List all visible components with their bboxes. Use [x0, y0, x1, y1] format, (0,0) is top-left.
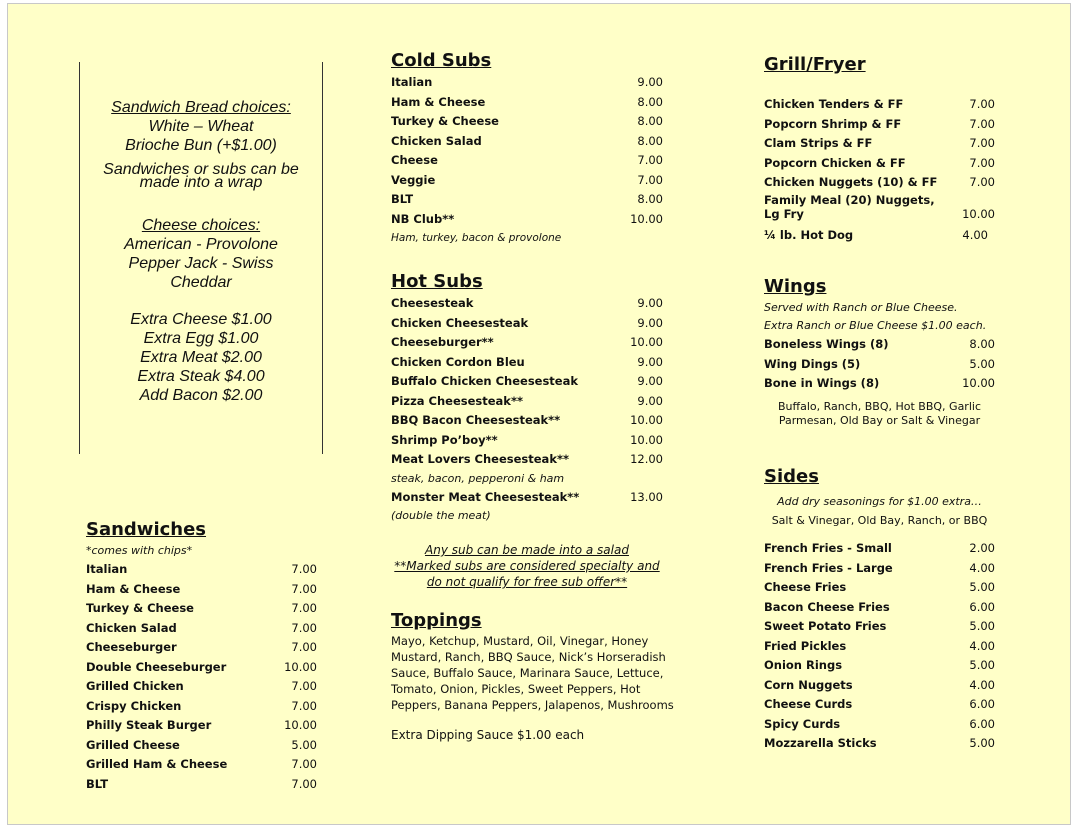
item-price: 4.00	[969, 677, 995, 692]
toppings-section	[391, 609, 701, 743]
item-name: Buffalo Chicken Cheesesteak	[391, 374, 579, 388]
item-price: 10.00	[962, 376, 995, 390]
item-name: Turkey & Cheese	[391, 114, 499, 128]
club-note: Ham, turkey, bacon & provolone	[391, 232, 562, 244]
item-price: 5.00	[969, 580, 995, 594]
item-price: 7.00	[969, 97, 995, 111]
item-price: 6.00	[969, 599, 995, 614]
item-price: 7.00	[291, 679, 317, 693]
wing-flavors-2: Parmesan, Old Bay or Salt & Vinegar	[778, 413, 981, 427]
menu-item	[764, 355, 995, 375]
menu-item	[764, 734, 995, 754]
menu-item	[764, 656, 995, 676]
item-name: Chicken Nuggets (10) & FF	[764, 175, 938, 189]
menu-item	[391, 294, 663, 314]
monster-note: (double the meat)	[391, 509, 491, 522]
menu-item	[764, 539, 995, 559]
item-price: 13.00	[630, 489, 663, 504]
menu-item	[391, 93, 663, 113]
item-name: Onion Rings	[764, 658, 843, 672]
item-price: 10.00	[630, 335, 663, 349]
wings-title: Wings	[764, 276, 827, 297]
wings-note-2: Extra Ranch or Blue Cheese $1.00 each.	[764, 319, 987, 332]
menu-item	[764, 134, 995, 154]
toppings-title: Toppings	[391, 610, 482, 631]
menu-item-family-meal	[764, 193, 995, 226]
item-price: 5.00	[969, 356, 995, 371]
menu-item	[391, 151, 663, 171]
item-price: 10.00	[630, 432, 663, 447]
menu-item	[86, 560, 317, 580]
item-price: 7.00	[291, 562, 317, 576]
cheese-title: Cheese choices:	[141, 217, 261, 234]
item-price: 10.00	[284, 659, 317, 674]
hot-subs-title: Hot Subs	[391, 271, 483, 292]
menu-item	[391, 190, 663, 210]
menu-item	[86, 736, 317, 756]
item-name: Cheese	[391, 153, 438, 167]
cold-subs-list	[391, 73, 663, 229]
hot-subs-list	[391, 294, 663, 470]
item-name: Corn Nuggets	[764, 677, 853, 692]
item-name: Cheeseburger	[86, 640, 177, 654]
choices-box	[79, 62, 323, 454]
item-name-2: Lg Fry	[764, 206, 804, 221]
item-price: 9.00	[637, 374, 663, 388]
menu-item	[391, 314, 663, 334]
menu-item	[86, 658, 317, 678]
menu-item	[391, 411, 663, 431]
item-name: Family Meal (20) Nuggets,	[764, 192, 935, 207]
cheese-options-3: Cheddar	[170, 274, 232, 291]
sandwiches-title: Sandwiches	[86, 519, 207, 540]
menu-item	[86, 677, 317, 697]
wrap-note: Sandwiches or subs can be	[103, 161, 299, 178]
bread-options-brioche: Brioche Bun (+$1.00)	[125, 137, 277, 154]
extra-item: Extra Egg $1.00	[143, 330, 259, 347]
extra-item: Extra Meat $2.00	[140, 349, 262, 366]
cheese-options-1: American - Provolone	[124, 236, 278, 253]
meat-lovers-note: steak, bacon, pepperoni & ham	[391, 471, 565, 485]
dipping-sauce-note: Extra Dipping Sauce $1.00 each	[391, 728, 585, 742]
item-price: 9.00	[637, 393, 663, 408]
menu-item	[764, 637, 995, 657]
item-price: 6.00	[969, 716, 995, 731]
toppings-line: Sauce, Buffalo Sauce, Marinara Sauce, Lettuce,	[391, 666, 664, 680]
item-price: 7.00	[291, 620, 317, 635]
item-name: Monster Meat Cheesesteak**	[391, 489, 580, 504]
extra-item: Extra Steak $4.00	[137, 368, 265, 385]
item-price: 10.00	[630, 413, 663, 427]
item-name: Grilled Cheese	[86, 737, 180, 752]
item-price: 7.00	[969, 175, 995, 189]
menu-item	[391, 353, 663, 373]
item-price: 4.00	[969, 638, 995, 653]
item-price: 4.00	[962, 227, 988, 242]
item-name: Mozzarella Sticks	[764, 736, 877, 750]
sandwiches-section	[86, 518, 317, 794]
item-name: Wing Dings (5)	[764, 356, 861, 371]
item-name: Shrimp Po’boy**	[391, 432, 498, 447]
item-name: Ham & Cheese	[391, 94, 486, 109]
item-price: 7.00	[969, 136, 995, 150]
item-name: Veggie	[391, 172, 436, 187]
item-price: 9.00	[637, 296, 663, 310]
menu-item	[86, 580, 317, 600]
item-name: Chicken Tenders & FF	[764, 97, 904, 111]
item-name: Popcorn Shrimp & FF	[764, 116, 902, 131]
cold-subs-title: Cold Subs	[391, 50, 492, 71]
toppings-line: Mustard, Ranch, BBQ Sauce, Nick’s Horseradish	[391, 650, 666, 664]
menu-item	[391, 431, 663, 451]
menu-item	[764, 715, 995, 735]
toppings-line: Mayo, Ketchup, Mustard, Oil, Vinegar, Honey	[391, 634, 649, 648]
item-name: ¼ lb. Hot Dog	[764, 227, 854, 242]
item-price: 7.00	[291, 640, 317, 654]
menu-item	[86, 716, 317, 736]
menu-item-hotdog	[764, 226, 988, 246]
item-name: Cheese Fries	[764, 580, 847, 594]
item-name: Grilled Ham & Cheese	[86, 757, 228, 771]
item-name: Clam Strips & FF	[764, 136, 873, 150]
item-name: Turkey & Cheese	[86, 601, 194, 615]
item-price: 4.00	[969, 560, 995, 575]
menu-item-monster	[391, 488, 663, 508]
item-price: 6.00	[969, 697, 995, 711]
item-name: Boneless Wings (8)	[764, 337, 889, 351]
item-price: 10.00	[284, 718, 317, 732]
item-name: Pizza Cheesesteak**	[391, 393, 523, 408]
toppings-line: Tomato, Onion, Pickles, Sweet Peppers, Hot	[391, 682, 641, 696]
item-price: 7.00	[969, 116, 995, 131]
menu-item	[86, 619, 317, 639]
menu-item	[86, 599, 317, 619]
menu-item	[391, 333, 663, 353]
wings-list	[764, 335, 995, 394]
menu-item	[86, 755, 317, 775]
item-name: Cheesesteak	[391, 296, 474, 310]
sandwiches-list	[86, 560, 317, 794]
extra-item: Add Bacon $2.00	[139, 387, 263, 404]
specialty-note: **Marked subs are considered specialty and	[394, 559, 660, 573]
menu-item	[764, 154, 995, 174]
menu-item	[764, 578, 995, 598]
menu-item	[764, 335, 995, 355]
item-price: 12.00	[630, 452, 663, 466]
seasoning-list: Salt & Vinegar, Old Bay, Ranch, or BBQ	[771, 514, 988, 527]
item-price: 7.00	[291, 601, 317, 615]
sides-section	[764, 465, 995, 754]
menu-item	[391, 450, 663, 470]
item-name: French Fries - Small	[764, 541, 892, 555]
item-name: Bacon Cheese Fries	[764, 599, 890, 614]
item-price: 5.00	[969, 619, 995, 633]
specialty-note-2: do not qualify for free sub offer**	[426, 575, 628, 589]
menu-item	[764, 617, 995, 637]
wings-note: Served with Ranch or Blue Cheese.	[764, 301, 958, 314]
item-price: 2.00	[969, 541, 995, 555]
wing-flavors: Buffalo, Ranch, BBQ, Hot BBQ, Garlic	[778, 399, 981, 413]
menu-item	[764, 559, 995, 579]
menu-item	[391, 73, 663, 93]
cheese-options-2: Pepper Jack - Swiss	[128, 255, 274, 272]
menu-item	[764, 115, 995, 135]
item-name: Bone in Wings (8)	[764, 376, 880, 390]
item-name: BLT	[86, 776, 109, 791]
item-name: French Fries - Large	[764, 560, 893, 575]
item-name: Popcorn Chicken & FF	[764, 155, 906, 170]
sides-list	[764, 539, 995, 754]
item-name: Spicy Curds	[764, 716, 841, 731]
item-price: 8.00	[637, 94, 663, 109]
item-name: BLT	[391, 192, 414, 206]
item-name: Chicken Salad	[391, 133, 482, 148]
item-name: Sweet Potato Fries	[764, 619, 887, 633]
item-name: Chicken Cordon Bleu	[391, 354, 525, 369]
item-name: Crispy Chicken	[86, 698, 182, 713]
menu-item	[764, 95, 995, 115]
item-price: 7.00	[291, 698, 317, 713]
item-price: 5.00	[969, 658, 995, 672]
sub-notes	[391, 542, 663, 590]
wings-section	[764, 275, 995, 428]
grill-list	[764, 95, 995, 193]
salad-note: Any sub can be made into a salad	[425, 543, 629, 557]
menu-item	[391, 112, 663, 132]
sandwiches-note: *comes with chips*	[86, 544, 193, 557]
item-price: 8.00	[637, 114, 663, 128]
extra-item: Extra Cheese $1.00	[130, 311, 272, 328]
item-price: 8.00	[637, 133, 663, 148]
item-price: 7.00	[291, 776, 317, 791]
menu-item	[391, 392, 663, 412]
menu-item	[764, 173, 995, 193]
item-price: 5.00	[291, 737, 317, 752]
sides-title: Sides	[764, 466, 819, 487]
menu-item	[764, 374, 995, 394]
grill-title: Grill/Fryer	[764, 54, 866, 75]
item-price: 8.00	[969, 337, 995, 351]
menu-item	[86, 775, 317, 795]
bread-options: White – Wheat	[148, 118, 254, 135]
item-name: Philly Steak Burger	[86, 718, 212, 732]
item-name: BBQ Bacon Cheesesteak**	[391, 413, 561, 427]
item-name: Chicken Cheesesteak	[391, 315, 529, 330]
item-name: Italian	[86, 562, 128, 576]
item-price: 9.00	[637, 75, 663, 89]
toppings-line: Peppers, Banana Peppers, Jalapenos, Mushrooms	[391, 698, 674, 712]
item-name: Grilled Chicken	[86, 679, 184, 693]
item-name: Cheese Curds	[764, 697, 853, 711]
wrap-note-2: made into a wrap	[139, 174, 263, 191]
menu-item	[391, 132, 663, 152]
menu-item	[764, 695, 995, 715]
item-name: Cheeseburger**	[391, 335, 494, 349]
seasoning-note: Add dry seasonings for $1.00 extra…	[777, 495, 982, 508]
hot-subs-section	[391, 270, 663, 525]
grill-section	[764, 53, 995, 245]
item-price: 9.00	[637, 315, 663, 330]
menu-item	[764, 676, 995, 696]
item-name: Double Cheeseburger	[86, 659, 227, 674]
item-price: 7.00	[291, 757, 317, 771]
item-price: 8.00	[637, 192, 663, 206]
item-name: Italian	[391, 75, 433, 89]
item-name: Fried Pickles	[764, 638, 847, 653]
menu-item	[391, 210, 663, 230]
cold-subs-section	[391, 49, 663, 247]
item-price: 10.00	[962, 206, 995, 221]
item-name: Ham & Cheese	[86, 581, 181, 596]
bread-title: Sandwich Bread choices:	[111, 99, 291, 116]
item-price: 5.00	[969, 736, 995, 750]
menu-item	[391, 171, 663, 191]
item-price: 7.00	[637, 172, 663, 187]
menu-item	[764, 598, 995, 618]
item-name: Chicken Salad	[86, 620, 177, 635]
menu-item	[391, 372, 663, 392]
item-name: NB Club**	[391, 211, 455, 226]
item-price: 7.00	[637, 153, 663, 167]
menu-item	[86, 697, 317, 717]
item-price: 9.00	[637, 354, 663, 369]
menu-item	[86, 638, 317, 658]
item-price: 7.00	[291, 581, 317, 596]
item-name: Meat Lovers Cheesesteak**	[391, 452, 569, 466]
item-price: 7.00	[969, 155, 995, 170]
item-price: 10.00	[630, 211, 663, 226]
